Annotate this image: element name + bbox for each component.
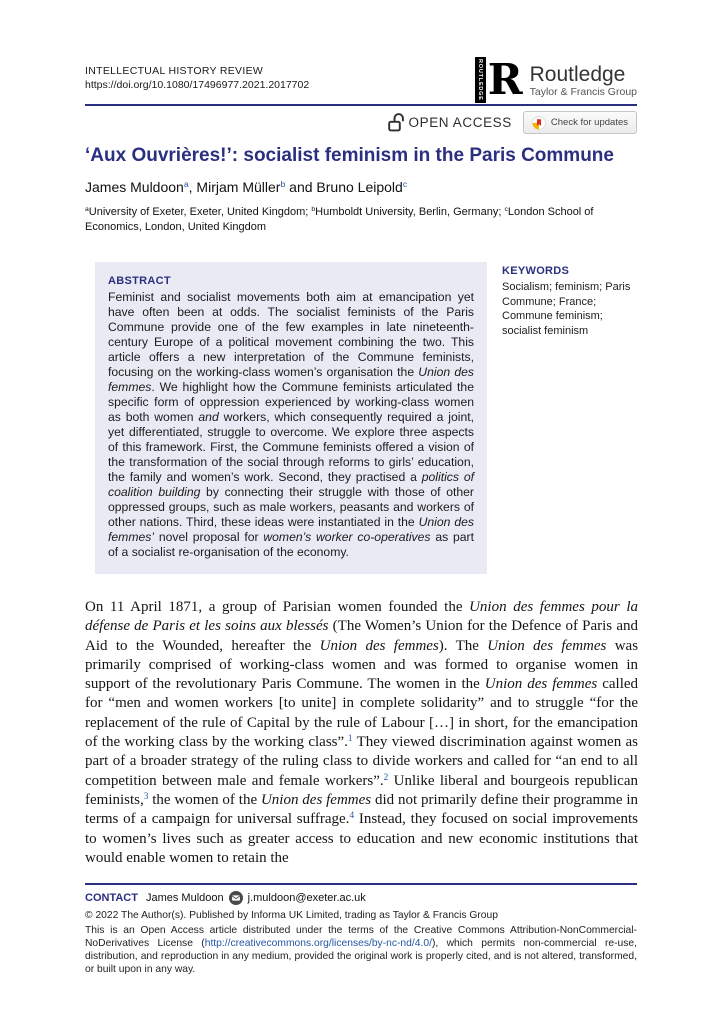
contact-email-link[interactable]: j.muldoon@exeter.ac.uk — [247, 892, 366, 904]
text-segment: Humboldt University, Berlin, Germany; — [315, 206, 505, 218]
check-updates-label: Check for updates — [550, 117, 628, 128]
routledge-brand: Routledge — [529, 62, 626, 86]
footer-divider — [85, 883, 637, 885]
body-paragraph — [85, 598, 638, 868]
text-segment: women’s worker co-operatives — [263, 530, 431, 544]
text-segment: Union des femmes — [319, 637, 439, 654]
footnote-link[interactable]: 1 — [347, 733, 353, 744]
keywords-text: Socialism; feminism; Paris Commune; France; Commune feminism; socialist feminism — [502, 281, 631, 337]
journal-name: INTELLECTUAL HISTORY REVIEW — [85, 65, 264, 77]
text-segment: was primarily comprised of working-class women and was formed to organise women in support of the revolutionary Paris Commune. The women in the — [85, 637, 639, 693]
footnote-link[interactable]: 3 — [143, 791, 149, 802]
text-segment: This is an Open Access article distributed under the terms of the Creative Commons Attribution-NonCommercial-NoDerivatives License ( — [85, 925, 637, 949]
routledge-r-mark: R — [487, 55, 523, 104]
text-segment: workers, which consequently required a joint, yet differentiated, struggle to overcome. We explore three aspects of this framework. First, the Commune feminists offered a vision of the transformation of the social through reforms to girls’ education, the family and women’s work. Second, they practised a — [108, 410, 474, 484]
text-segment: c — [504, 206, 508, 214]
text-segment: On 11 April 1871, a group of Parisian women founded the — [85, 599, 470, 615]
text-segment: the women of the — [148, 791, 261, 808]
abstract-box — [95, 262, 487, 574]
text-segment: Union des femmes — [108, 365, 474, 394]
text-segment: Union des femmes — [487, 637, 607, 654]
text-segment: Instead, they focused on social improvements to women’s lives such as greater access to education and new economic institutions that would enable women to retain the — [85, 811, 638, 866]
routledge-logo-text — [530, 63, 637, 98]
crossmark-icon — [532, 116, 546, 130]
article-title: ‘Aux Ouvrières!’: socialist feminism in the Paris Commune — [85, 145, 614, 166]
access-row — [388, 111, 638, 134]
routledge-logo-spine-text: ROUTLEDGE — [477, 59, 484, 101]
envelope-icon — [229, 891, 243, 905]
check-updates-button[interactable] — [523, 111, 637, 134]
text-segment: London School of Economics, London, United Kingdom — [85, 206, 594, 233]
contact-row — [85, 891, 366, 905]
contact-name: James Muldoon — [145, 892, 224, 904]
license-text — [85, 924, 637, 976]
text-segment: and Bruno Leipold — [285, 179, 403, 195]
open-access-badge[interactable] — [388, 113, 512, 132]
doi-link[interactable]: https://doi.org/10.1080/17496977.2021.2017702 — [85, 79, 310, 91]
routledge-logo-spine — [475, 57, 486, 103]
abstract-heading: ABSTRACT — [108, 275, 171, 287]
text-segment: , Mirjam Müller — [188, 179, 281, 195]
copyright-text: © 2022 The Author(s). Published by Informa UK Limited, trading as Taylor & Francis Group — [85, 910, 498, 921]
text-segment: Union des femmes pour la défense de Paris et les soins aux blessés — [85, 599, 638, 635]
routledge-logo — [475, 57, 637, 103]
text-segment: ). The — [438, 637, 488, 654]
text-segment: and — [198, 410, 219, 424]
text-segment: b — [311, 206, 316, 214]
footnote-link[interactable]: 2 — [383, 772, 389, 783]
footnote-link[interactable]: c — [402, 179, 408, 190]
footnote-link[interactable]: a — [183, 179, 189, 190]
header-divider — [85, 104, 637, 106]
text-segment: Union des femmes’ — [108, 515, 474, 544]
inline-link[interactable]: http://creativecommons.org/licenses/by-nc-nd/4.0/ — [204, 938, 432, 949]
routledge-tagline: Taylor & Francis Group — [529, 85, 637, 98]
journal-header — [85, 64, 309, 92]
text-segment: . We highlight how the Commune feminists articulated the specific form of oppression experienced by working-class women as both women — [108, 380, 474, 424]
author-line — [85, 179, 637, 195]
affiliations — [85, 205, 641, 234]
abstract-text — [108, 290, 474, 560]
text-segment: Union des femmes — [484, 676, 598, 693]
text-segment: did not primarily define their programme in terms of a campaign for universal suffrage. — [85, 791, 638, 828]
keywords-heading: KEYWORDS — [502, 265, 570, 277]
text-segment: James Muldoon — [85, 179, 184, 195]
text-segment: a — [85, 206, 89, 214]
text-segment: Union des femmes — [260, 791, 372, 808]
footnote-link[interactable]: 4 — [349, 811, 355, 822]
text-segment: Feminist and socialist movements both aim at emancipation yet have often been at odds. The socialist feminists of the Paris Commune provide one of the few examples in late nineteenth-century Europe of a political movement combining the two. This article offers a new interpretation of the Commune feminists, focusing on the working-class women’s organisation the — [108, 290, 474, 379]
text-segment: University of Exeter, Exeter, United Kingdom; — [88, 206, 312, 218]
open-lock-icon — [388, 113, 404, 132]
text-segment: ), which permits non-commercial re-use, distribution, and reproduction in any medium, provided the original work is properly cited, and is not altered, transformed, or built upon in any way. — [85, 938, 638, 975]
text-segment: as part of a socialist re-organisation of the economy. — [108, 530, 474, 559]
text-segment: They viewed discrimination against women as part of a broader strategy of the ruling class to divide workers and called for “an end to all competition between male and female workers”. — [85, 734, 638, 789]
text-segment: called for “men and women workers [to unite] in complete solidarity” and to struggle “for the replacement of the rule of Capital by the rule of Labour […] in short, for the emancipation of the working class by the working class”. — [85, 676, 639, 751]
open-access-label: OPEN ACCESS — [408, 115, 512, 130]
contact-label: CONTACT — [85, 892, 138, 904]
footnote-link[interactable]: b — [280, 179, 286, 190]
text-segment: politics of coalition building — [108, 470, 474, 499]
text-segment: novel proposal for — [154, 530, 264, 544]
text-segment: by connecting their struggle with those of other oppressed groups, such as male workers, peasants and workers of other nations. Third, these ideas were instantiated in the — [108, 485, 474, 529]
text-segment: (The Women’s Union for the Defence of Paris and Aid to the Wounded, hereafter the — [85, 618, 638, 654]
text-segment: Unlike liberal and bourgeois republican feminists, — [85, 772, 638, 808]
keywords-block — [502, 265, 642, 338]
